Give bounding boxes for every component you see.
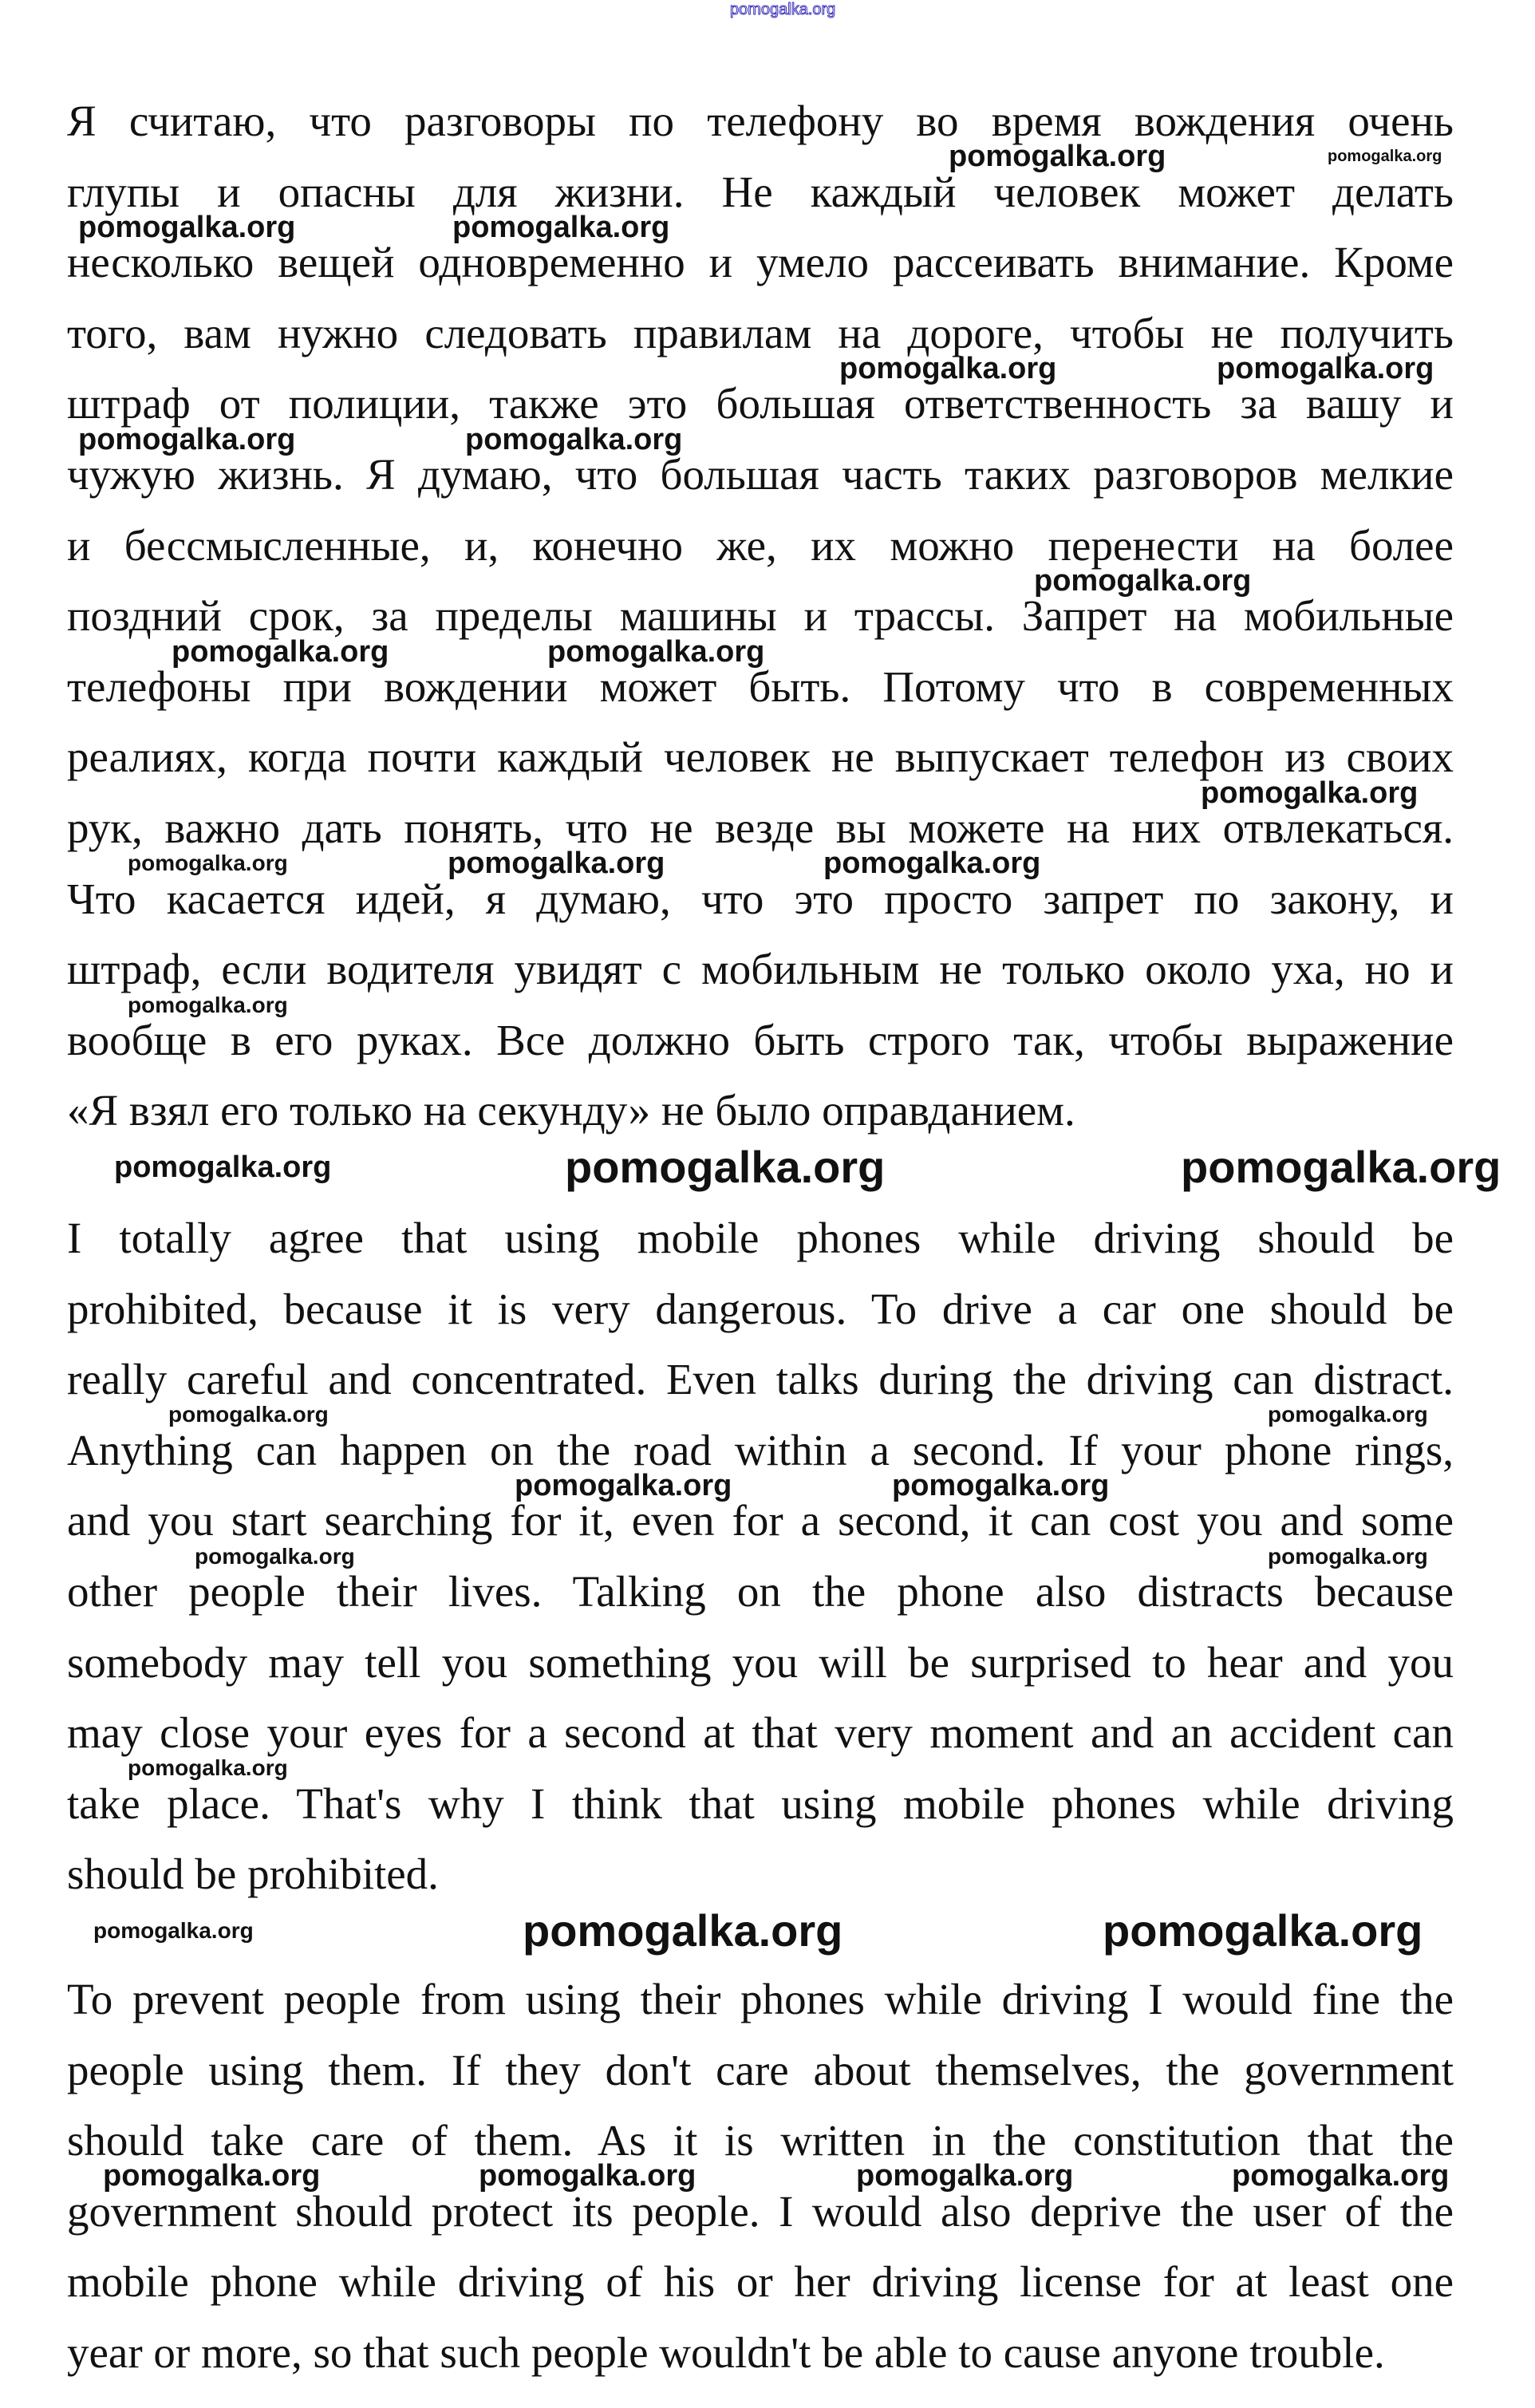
text-line: should be prohibited. xyxy=(67,1849,439,1899)
watermark-text: pomogalka.org xyxy=(114,1150,332,1184)
watermark-text: pomogalka.org xyxy=(1268,1401,1428,1427)
text-line: people using them. If they don't care about themselves, the government xyxy=(67,2045,1454,2094)
text-line: prohibited, because it is very dangerous. To drive a car one should be xyxy=(67,1284,1454,1333)
watermark-text: pomogalka.org xyxy=(523,1905,843,1956)
watermark-text: pomogalka.org xyxy=(103,2158,321,2193)
watermark-text: pomogalka.org xyxy=(168,1401,329,1427)
watermark-text: pomogalka.org xyxy=(892,1468,1110,1502)
text-line: take place. That's why I think that using mobile phones while driving xyxy=(67,1778,1454,1828)
text-line: телефоны при вождении может быть. Потому что в современных xyxy=(67,661,1454,711)
text-line: government should protect its people. I would also deprive the user of the xyxy=(67,2186,1454,2236)
text-line: year or more, so that such people wouldn't be able to cause anyone trouble. xyxy=(67,2328,1385,2377)
watermark-text: pomogalka.org xyxy=(823,846,1041,880)
text-line: и бессмысленные, и, конечно же, их можно перенести на более xyxy=(67,520,1454,570)
text-line: and you start searching for it, even for a second, it can cost you and some xyxy=(67,1496,1454,1545)
watermark-text: pomogalka.org xyxy=(1232,2158,1450,2193)
watermark-text: pomogalka.org xyxy=(78,422,296,456)
watermark-text: pomogalka.org xyxy=(565,1141,886,1192)
text-line: To prevent people from using their phones while driving I would fine the xyxy=(67,1975,1454,2023)
watermark-text: pomogalka.org xyxy=(1217,351,1434,385)
watermark-text: pomogalka.org xyxy=(1328,148,1442,165)
text-line: Что касается идей, я думаю, что это просто запрет по закону, и xyxy=(67,874,1454,923)
watermark-text: pomogalka.org xyxy=(839,351,1057,385)
watermark-text: pomogalka.org xyxy=(452,210,670,244)
text-line: несколько вещей одновременно и умело рассеивать внимание. Кроме xyxy=(67,238,1454,287)
watermark-text: pomogalka.org xyxy=(949,139,1166,173)
watermark-text: pomogalka.org xyxy=(1034,563,1252,598)
watermark-text: pomogalka.org xyxy=(515,1468,732,1502)
watermark-text: pomogalka.org xyxy=(93,1917,254,1943)
watermark-text: pomogalka.org xyxy=(128,1755,288,1780)
text-line: may close your eyes for a second at that very moment and an accident can xyxy=(67,1708,1454,1758)
watermark-text: pomogalka.org xyxy=(195,1543,355,1569)
watermark-text: pomogalka.org xyxy=(1103,1905,1423,1956)
text-line: mobile phone while driving of his or her driving license for at least one xyxy=(67,2257,1454,2307)
text-line: поздний срок, за пределы машины и трассы. Запрет на мобильные xyxy=(67,591,1454,641)
text-line: should take care of them. As it is written in the constitution that the xyxy=(67,2116,1454,2165)
text-line: штраф, если водителя увидят с мобильным не только около уха, но и xyxy=(67,945,1454,994)
watermark-text: pomogalka.org xyxy=(465,422,683,456)
watermark-text: pomogalka.org xyxy=(172,634,389,669)
text-line: Anything can happen on the road within a second. If your phone rings, xyxy=(67,1425,1454,1474)
watermark-text: pomogalka.org xyxy=(448,846,665,880)
text-line: чужую жизнь. Я думаю, что большая часть таких разговоров мелкие xyxy=(67,450,1454,499)
text-line: рук, важно дать понять, что не везде вы можете на них отвлекаться. xyxy=(67,803,1454,852)
watermark-text: pomogalka.org xyxy=(1181,1141,1501,1192)
text-line: реалиях, когда почти каждый человек не выпускает телефон из своих xyxy=(67,732,1454,782)
watermark-text: pomogalka.org xyxy=(1268,1543,1428,1569)
text-line: somebody may tell you something you will be surprised to hear and you xyxy=(67,1637,1454,1687)
text-line: «Я взял его только на секунду» не было оправданием. xyxy=(67,1086,1075,1135)
text-line: глупы и опасны для жизни. Не каждый человек может делать xyxy=(67,167,1454,216)
watermark-text: pomogalka.org xyxy=(547,634,765,669)
watermark-text: pomogalka.org xyxy=(128,992,288,1017)
watermark-text: pomogalka.org xyxy=(856,2158,1074,2193)
text-line: Я считаю, что разговоры по телефону во время вождения очень xyxy=(67,97,1454,145)
watermark-text: pomogalka.org xyxy=(78,210,296,244)
text-line: I totally agree that using mobile phones while driving should be xyxy=(67,1214,1454,1262)
watermark-text: pomogalka.org xyxy=(479,2158,696,2193)
watermark-text: pomogalka.org xyxy=(1201,776,1419,810)
text-line: штраф от полиции, также это большая ответственность за вашу и xyxy=(67,379,1454,428)
text-line: really careful and concentrated. Even talks during the driving can distract. xyxy=(67,1355,1454,1404)
text-line: other people their lives. Talking on the phone also distracts because xyxy=(67,1567,1454,1616)
text-line: того, вам нужно следовать правилам на дороге, чтобы не получить xyxy=(67,308,1454,357)
watermark-text: pomogalka.org xyxy=(128,850,288,875)
watermark-logo-top: pomogalka.org xyxy=(730,1,836,18)
text-line: вообще в его руках. Все должно быть строго так, чтобы выражение xyxy=(67,1015,1454,1064)
